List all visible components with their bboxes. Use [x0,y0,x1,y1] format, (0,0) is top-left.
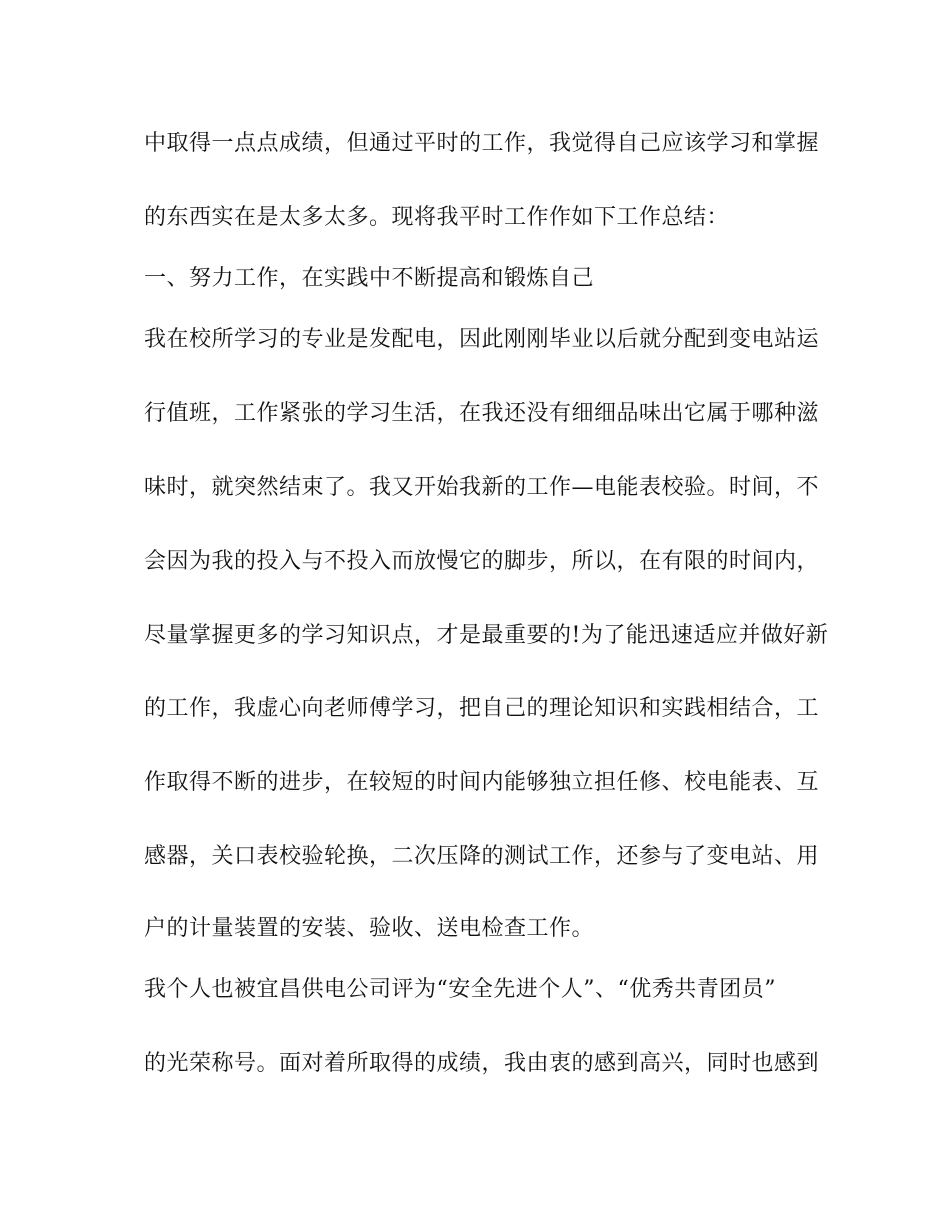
text-line: 感器，关口表校验轮换，二次压降的测试工作，还参与了变电站、用 [144,844,820,869]
text-line: 味时，就突然结束了。我又开始我新的工作—电能表校验。时间，不 [144,475,820,500]
text-line: 中取得一点点成绩，但通过平时的工作，我觉得自己应该学习和掌握 [144,131,820,156]
text-line: 的光荣称号。面对着所取得的成绩，我由衷的感到高兴，同时也感到 [144,1051,820,1076]
section-heading: 一、努力工作，在实践中不断提高和锻炼自己 [144,266,595,291]
text-line: 的东西实在是太多太多。现将我平时工作作如下工作总结： [144,205,730,230]
text-line: 作取得不断的进步，在较短的时间内能够独立担任修、校电能表、互 [144,770,820,795]
text-line: 会因为我的投入与不投入而放慢它的脚步，所以，在有限的时间内， [144,549,820,574]
text-line: 我在校所学习的专业是发配电，因此刚刚毕业以后就分配到变电站运 [144,327,820,352]
text-line: 尽量掌握更多的学习知识点，才是最重要的!为了能迅速适应并做好新 [144,623,829,648]
text-line: 的工作，我虚心向老师傅学习，把自己的理论知识和实践相结合，工 [144,696,820,721]
text-line: 行值班，工作紧张的学习生活，在我还没有细细品味出它属于哪种滋 [144,401,820,426]
text-line: 我个人也被宜昌供电公司评为“安全先进个人”、“优秀共青团员” [144,977,776,1002]
text-line: 户的计量装置的安装、验收、送电检查工作。 [144,916,595,941]
